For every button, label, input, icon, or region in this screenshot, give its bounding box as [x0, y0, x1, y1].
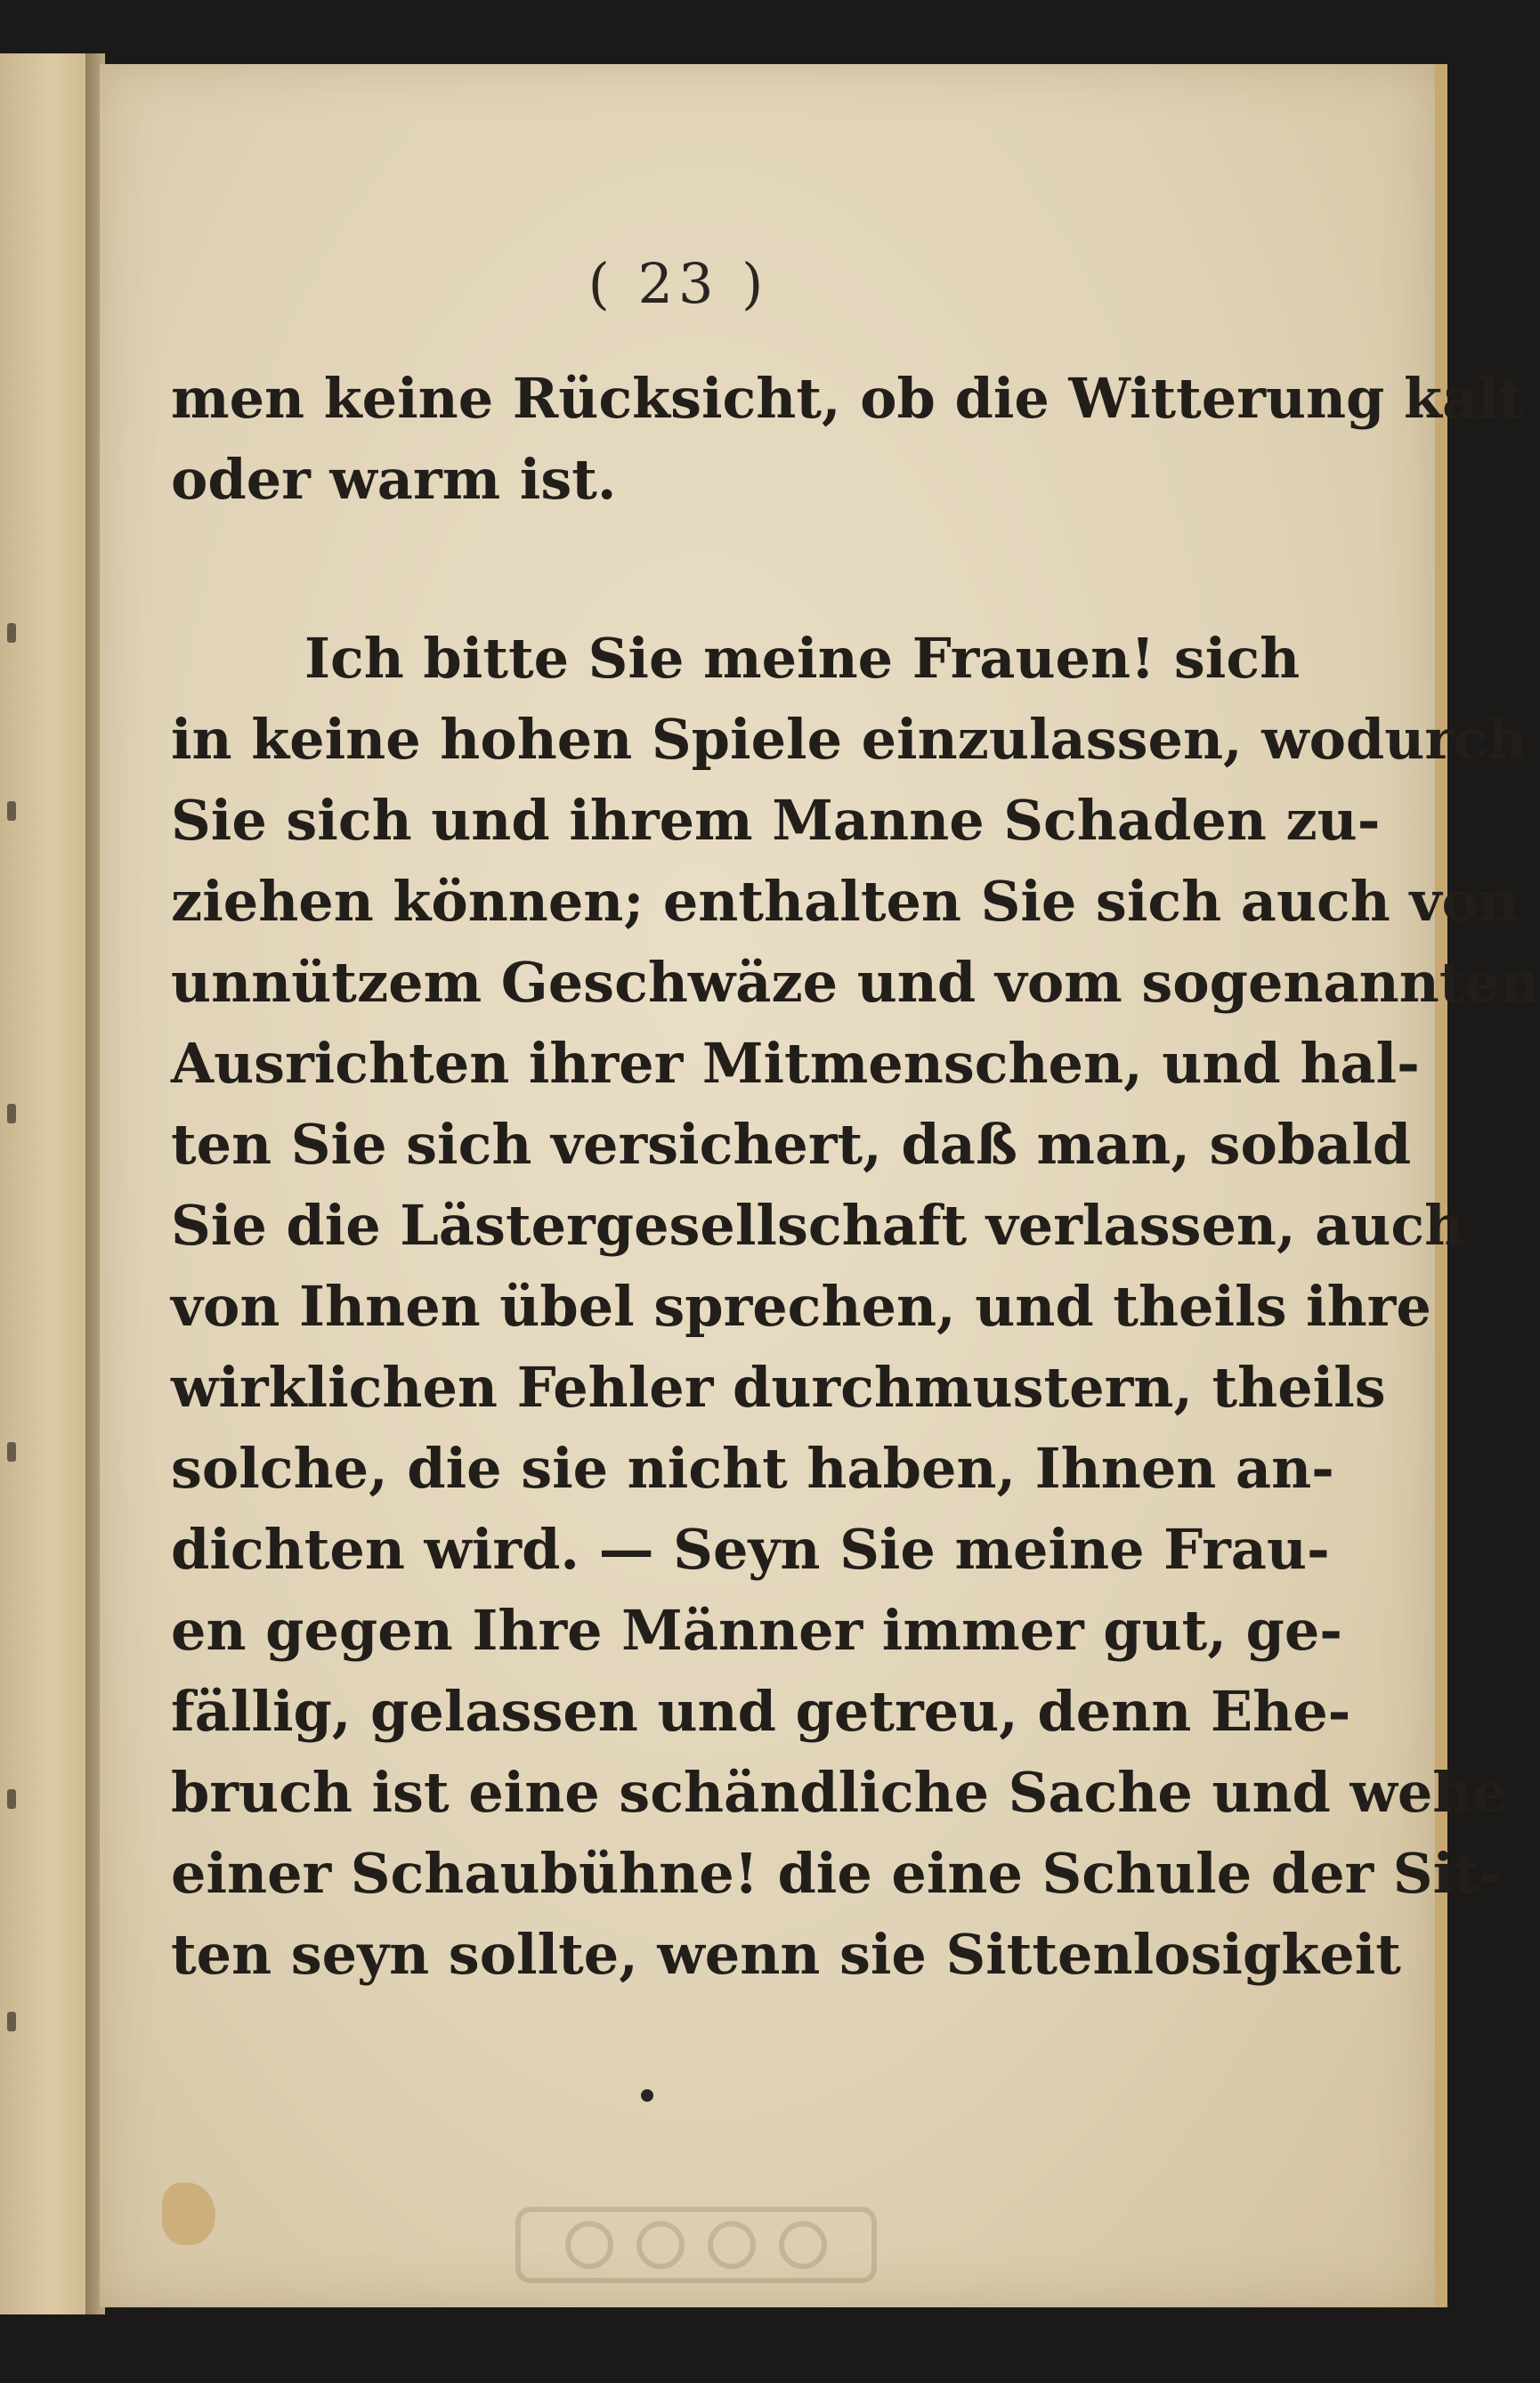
text-line: in keine hohen Spiele einzulassen, wodurch: [171, 707, 1528, 772]
text-line: ziehen können; enthalten Sie sich auch von: [171, 869, 1519, 934]
text-line: men keine Rücksicht, ob die Witterung kalt: [171, 366, 1525, 431]
text-line: oder warm ist.: [171, 447, 617, 512]
body-text: [171, 358, 1540, 1995]
text-line: en gegen Ihre Männer immer gut, ge-: [171, 1598, 1343, 1663]
text-line: fällig, gelassen und getreu, denn Ehe-: [171, 1679, 1351, 1744]
text-line: solche, die sie nicht haben, Ihnen an-: [171, 1436, 1334, 1501]
paper-damage: [162, 2183, 215, 2245]
text-line: Ausrichten ihrer Mitmenschen, und hal-: [171, 1031, 1420, 1096]
signature-mark: [641, 2089, 653, 2102]
facing-page-edge: [0, 53, 91, 2314]
ink-mark: [7, 801, 16, 821]
text-line: Sie sich und ihrem Manne Schaden zu-: [171, 788, 1381, 853]
ink-mark: [7, 2012, 16, 2031]
ink-mark: [7, 1104, 16, 1123]
text-line: wirklichen Fehler durchmustern, theils: [171, 1355, 1386, 1420]
page-number: ( 23 ): [588, 251, 769, 316]
book-page: [100, 64, 1540, 2307]
text-line: einer Schaubühne! die eine Schule der Sit-: [171, 1841, 1503, 1906]
blind-stamp: [509, 2192, 883, 2298]
text-line: dichten wird. — Seyn Sie meine Frau-: [171, 1517, 1330, 1582]
ink-mark: [7, 1442, 16, 1462]
text-line: bruch ist eine schändliche Sache und wehe: [171, 1760, 1508, 1825]
text-line: von Ihnen übel sprechen, und theils ihre: [171, 1274, 1431, 1339]
text-line: unnützem Geschwäze und vom sogenannten: [171, 950, 1540, 1015]
text-line: Ich bitte Sie meine Frauen! sich: [304, 626, 1301, 691]
text-line: ten Sie sich versichert, daß man, sobald: [171, 1112, 1412, 1177]
paragraph-gap: [171, 520, 1221, 618]
text-line: ten seyn sollte, wenn sie Sittenlosigkeit: [171, 1922, 1401, 1987]
text-line: Sie die Lästergesellschaft verlassen, auch: [171, 1193, 1465, 1258]
ink-mark: [7, 1789, 16, 1809]
ink-mark: [7, 623, 16, 643]
